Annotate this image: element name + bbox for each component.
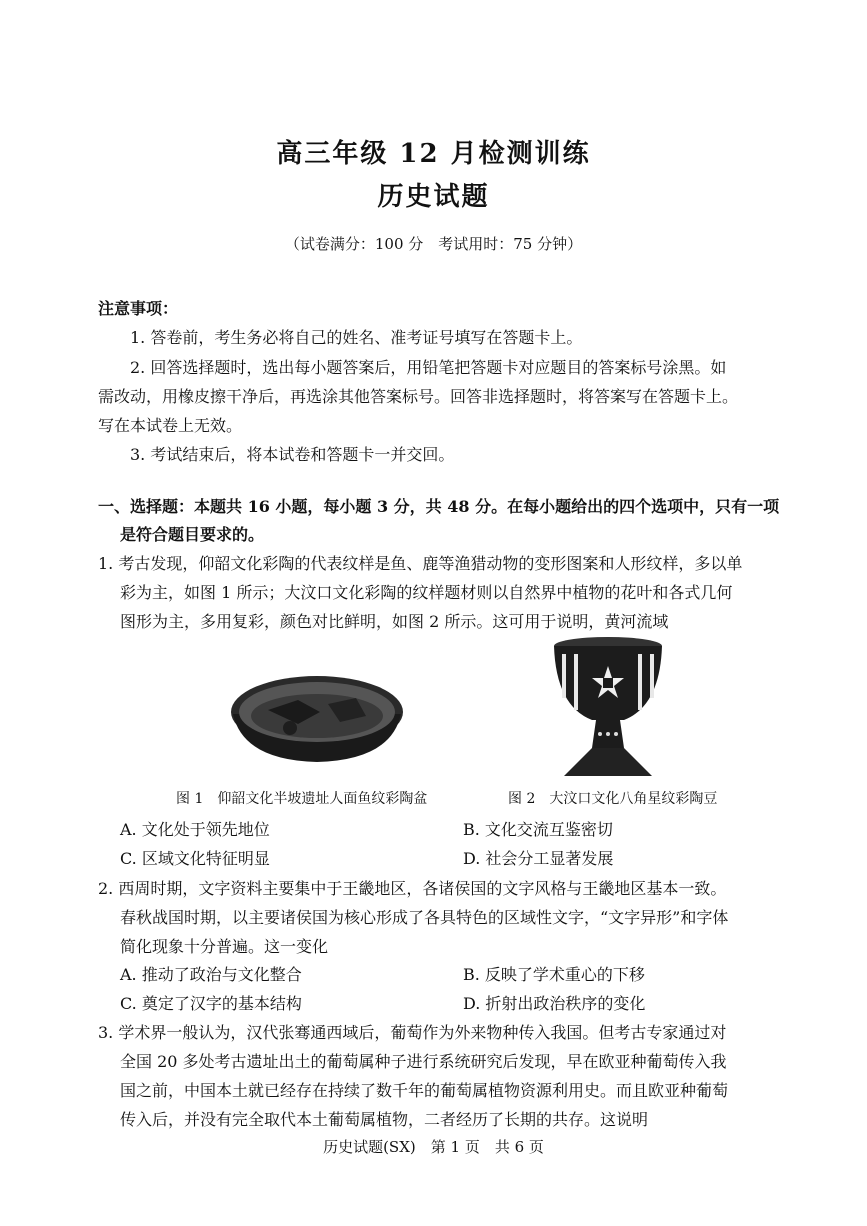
question-1-text: 1. 考古发现，仰韶文化彩陶的代表纹样是鱼、鹿等渔猎动物的变形图案和人形纹样，多以单 (98, 554, 743, 573)
option-b: B. 文化交流互鉴密切 (463, 820, 613, 839)
option-d: D. 社会分工显著发展 (463, 849, 614, 868)
notice-line: 需改动，用橡皮擦干净后，再选涂其他答案标号。回答非选择题时，将答案写在答题卡上。 (98, 387, 739, 406)
option-a: A. 推动了政治与文化整合 (120, 965, 302, 984)
notice-line: 3. 考试结束后，将本试卷和答题卡一并交回。 (130, 445, 455, 464)
notice-line: 1. 答卷前，考生务必将自己的姓名、准考证号填写在答题卡上。 (130, 328, 583, 347)
question-2-text: 2. 西周时期，文字资料主要集中于王畿地区，各诸侯国的文字风格与王畿地区基本一致。 (98, 879, 727, 898)
question-2-text: 简化现象十分普遍。这一变化 (120, 937, 329, 956)
option-b: B. 反映了学术重心的下移 (463, 965, 645, 984)
fig1-caption: 图 1 仰韶文化半坡遗址人面鱼纹彩陶盆 (176, 791, 428, 807)
fig2-caption: 图 2 大汶口文化八角星纹彩陶豆 (508, 791, 718, 807)
page-footer: 历史试题(SX) 第 1 页 共 6 页 (323, 1138, 544, 1156)
section-heading: 一、选择题：本题共 16 小题，每小题 3 分，共 48 分。在每小题给出的四个选项中，只有一项 (98, 497, 780, 516)
notice-line: 写在本试卷上无效。 (98, 416, 243, 435)
option-d: D. 折射出政治秩序的变化 (463, 994, 646, 1013)
question-3-text: 全国 20 多处考古遗址出土的葡萄属种子进行系统研究后发现，早在欧亚种葡萄传入我 (120, 1052, 727, 1071)
question-3-text: 3. 学术界一般认为，汉代张骞通西域后，葡萄作为外来物种传入我国。但考古专家通过对 (98, 1023, 727, 1042)
question-1-text: 图形为主，多用复彩，颜色对比鲜明，如图 2 所示。这可用于说明，黄河流域 (120, 612, 669, 631)
notice-line: 2. 回答选择题时，选出每小题答案后，用铅笔把答题卡对应题目的答案标号涂黑。如 (130, 358, 727, 377)
page-subtitle: 历史试题 (377, 182, 490, 212)
option-a: A. 文化处于领先地位 (120, 820, 270, 839)
option-c: C. 奠定了汉字的基本结构 (120, 994, 302, 1013)
option-c: C. 区域文化特征明显 (120, 849, 270, 868)
section-heading: 是符合题目要求的。 (120, 525, 265, 544)
page-title: 高三年级 12 月检测训练 (276, 139, 591, 169)
question-3-text: 国之前，中国本土就已经存在持续了数千年的葡萄属植物资源利用史。而且欧亚种葡萄 (120, 1081, 729, 1100)
question-2-text: 春秋战国时期，以主要诸侯国为核心形成了各具特色的区域性文字，“文字异形”和字体 (120, 908, 729, 927)
question-1-text: 彩为主，如图 1 所示；大汶口文化彩陶的纹样题材则以自然界中植物的花叶和各式几何 (120, 583, 733, 602)
notice-heading: 注意事项： (98, 299, 179, 318)
question-3-text: 传入后，并没有完全取代本土葡萄属植物，二者经历了长期的共存。这说明 (120, 1110, 649, 1129)
exam-meta: （试卷满分：100 分 考试用时：75 分钟） (284, 235, 583, 253)
fig1-painted-pottery-basin (228, 672, 406, 764)
fig2-painted-pottery-dou (552, 636, 664, 778)
